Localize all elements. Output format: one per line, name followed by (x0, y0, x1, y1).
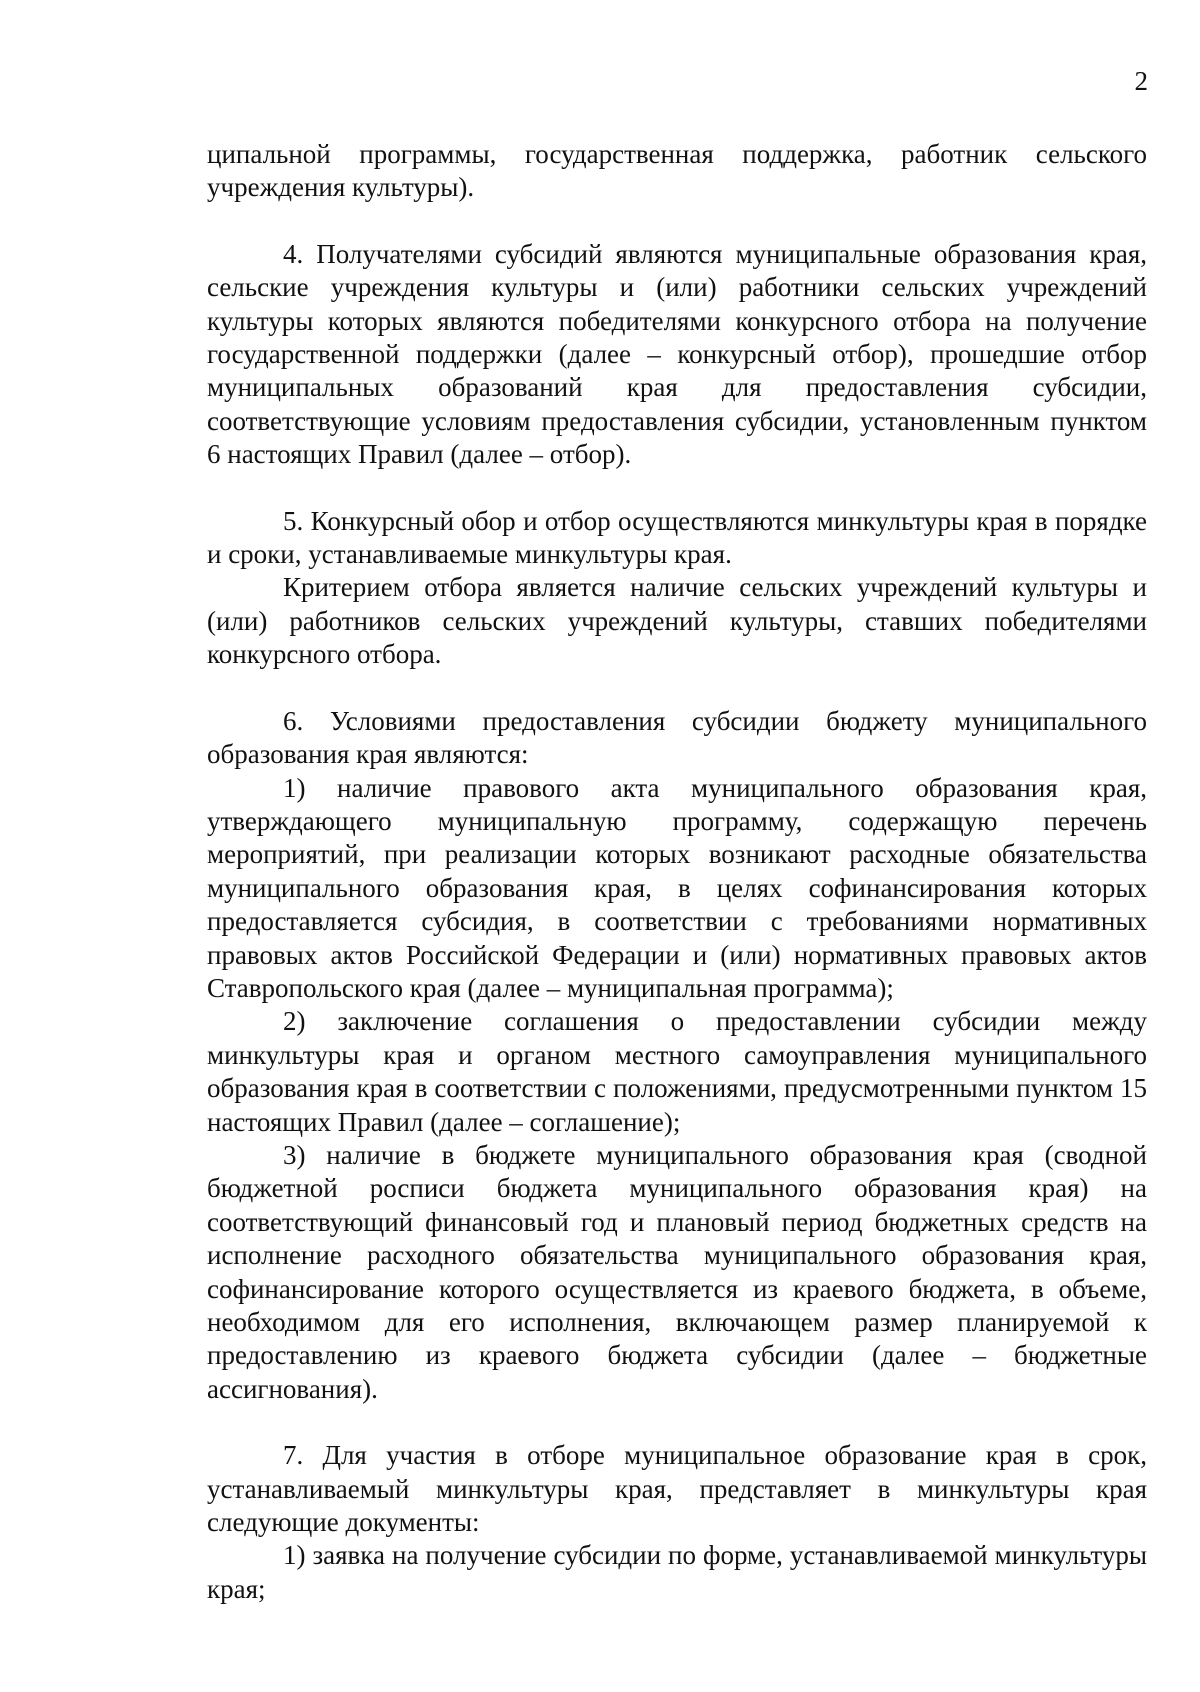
page-number: 2 (1134, 66, 1148, 96)
paragraph-item-6: 6. Условиями предоставления субсидии бюджету муниципального образования края являются: (207, 705, 1147, 770)
paragraph-criterion: Критерием отбора является наличие сельских учреждений культуры и (или) работников сельских учреждений культуры, ставших победителями конкурсного отбора. (207, 572, 1147, 670)
paragraph-condition-1: 1) наличие правового акта муниципального образования края, утверждающего муниципальную программу, содержащую перечень мероприятий, при реализации которых возникают расходные обязательства муниципального образования края, в целях софинансирования которых предоставляется субсидия, в соответствии с требованиями нормативных правовых актов Российской Федерации и (или) нормативных правовых актов Ставропольского края (далее – муниципальная программа); (207, 772, 1147, 1003)
paragraph-item-4: 4. Получателями субсидий являются муниципальные образования края, сельские учреждения культуры и (или) работники сельских учреждений культуры которых являются победителями конкурсного отбора на получение государственной поддержки (далее – конкурсный отбор), прошедшие отбор муниципальных образований края для предоставления субсидии, соответствующие условиям предоставления субсидии, установленным пунктом 6 настоящих Правил (далее – отбор). (207, 238, 1147, 470)
document-body (207, 138, 1147, 1606)
paragraph-item-7: 7. Для участия в отборе муниципальное образование края в срок, устанавливаемый минкультуры края, представляет в минкультуры края следующие документы: (207, 1440, 1147, 1538)
paragraph-condition-3: 3) наличие в бюджете муниципального образования края (сводной бюджетной росписи бюджета муниципального образования края) на соответствующий финансовый год и плановый период бюджетных средств на исполнение расходного обязательства муниципального образования края, софинансирование которого осуществляется из краевого бюджета, в объеме, необходимом для его исполнения, включающем размер планируемой к предоставлению из краевого бюджета субсидии (далее – бюджетные ассигнования). (207, 1139, 1147, 1404)
paragraph-condition-2: 2) заключение соглашения о предоставлении субсидии между минкультуры края и органом местного самоуправления муниципального образования края в соответствии с положениями, предусмотренными пунктом 15 настоящих Правил (далее – соглашение); (207, 1006, 1147, 1137)
paragraph-item-5: 5. Конкурсный обор и отбор осуществляются минкультуры края в порядке и сроки, устанавливаемые минкультуры края. (207, 505, 1147, 570)
paragraph-document-1: 1) заявка на получение субсидии по форме, устанавливаемой минкультуры края; (207, 1540, 1147, 1604)
paragraph-continuation: ципальной программы, государственная поддержка, работник сельского учреждения культуры). (207, 139, 1147, 203)
